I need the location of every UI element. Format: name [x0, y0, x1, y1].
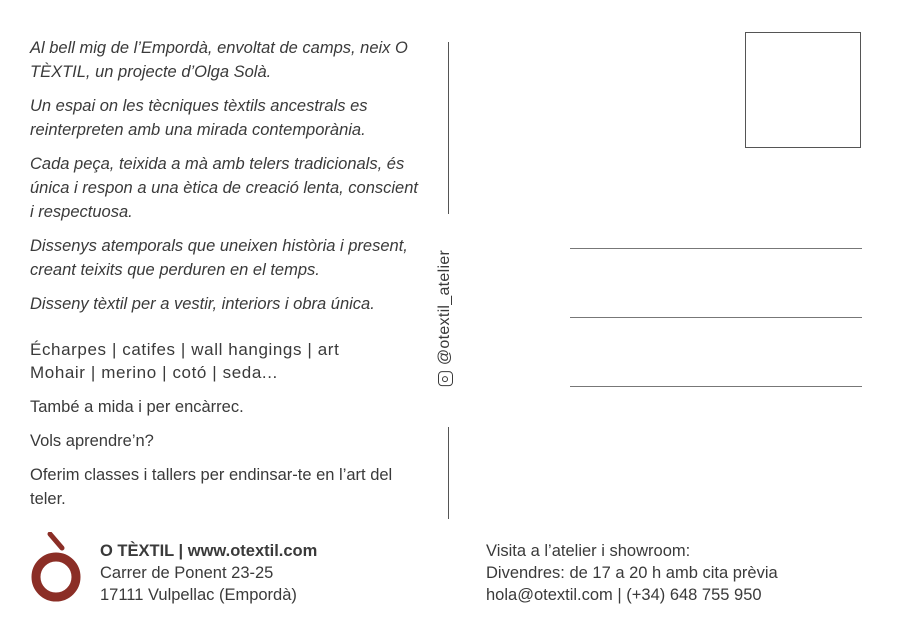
- categories: [30, 338, 425, 384]
- categories-line-1: Écharpes | catifes | wall hangings | art: [30, 340, 340, 359]
- intro-paragraph-1: Al bell mig de l’Empordà, envoltat de camps, neix O TÈXTIL, un projecte d’Olga Solà.: [30, 39, 408, 81]
- social-handle: [436, 250, 454, 386]
- brand-name: O TÈXTIL | www.otextil.com: [100, 542, 318, 560]
- brand-city: 17111 Vulpellac (Empordà): [100, 586, 297, 604]
- visit-title: Visita a l’atelier i showroom:: [486, 542, 691, 560]
- visit-contact: hola@otextil.com | (+34) 648 755 950: [486, 586, 762, 604]
- categories-line-2: Mohair | merino | cotó | seda...: [30, 363, 278, 382]
- stamp-box: [745, 32, 861, 148]
- classes-text: Oferim classes i tallers per endinsar-te en l’art del teler.: [30, 466, 393, 508]
- learn-question: Vols aprendre’n?: [30, 432, 154, 450]
- brand-info: [100, 540, 317, 606]
- brand-logo: [29, 532, 85, 602]
- intro-paragraph-5: Disseny tèxtil per a vestir, interiors i obra única.: [30, 295, 375, 313]
- address-line: [570, 317, 862, 318]
- center-divider-bottom: [448, 427, 449, 519]
- visit-hours: Divendres: de 17 a 20 h amb cita prèvia: [486, 564, 778, 582]
- brand-street: Carrer de Ponent 23-25: [100, 564, 274, 582]
- social-handle-text: @otextil_atelier: [436, 249, 453, 366]
- instagram-icon: [438, 371, 453, 386]
- intro-paragraph-3: Cada peça, teixida a mà amb telers tradicionals, és única i respon a una ètica de creació lenta, conscient i respectuosa.: [30, 155, 418, 221]
- custom-orders-text: També a mida i per encàrrec.: [30, 398, 244, 416]
- center-divider-top: [448, 42, 449, 214]
- message-column: [30, 36, 425, 521]
- visit-info: [486, 540, 778, 606]
- intro-paragraph-4: Dissenys atemporals que uneixen història i present, creant teixits que perduren en el temps.: [30, 237, 408, 279]
- address-line: [570, 248, 862, 249]
- intro-paragraph-2: Un espai on les tècniques tèxtils ancestrals es reinterpreten amb una mirada contemporània.: [30, 97, 368, 139]
- address-line: [570, 386, 862, 387]
